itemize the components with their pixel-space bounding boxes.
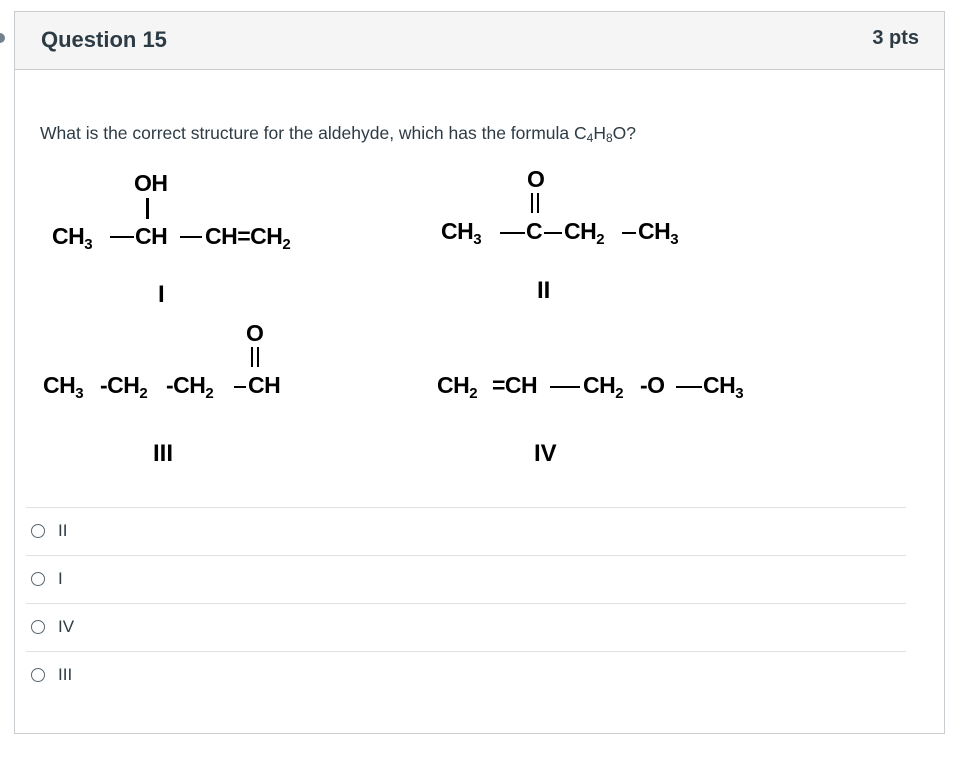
prompt-text: What is the correct structure for the aldehyde, which has the formula C	[40, 123, 587, 143]
structure-ii-ch2: $CH_2$	[564, 218, 605, 248]
structure-ii-bond-3	[622, 232, 636, 234]
answer-option[interactable]	[26, 603, 906, 651]
answer-label[interactable]: I	[58, 569, 63, 588]
structure-i-bond-1	[110, 236, 134, 238]
answer-option[interactable]	[26, 651, 906, 699]
question-title: Question 15	[41, 27, 167, 52]
answer-label[interactable]: IV	[58, 617, 75, 636]
structure-i-bond-2	[180, 236, 202, 238]
answer-label[interactable]: III	[58, 665, 73, 684]
prompt-sub-8: 8	[605, 131, 613, 145]
structure-ii-bond-2	[544, 232, 562, 234]
structure-iv-bond-2	[676, 386, 702, 388]
structure-ii-label: II	[537, 277, 551, 304]
structure-i-ch3: $CH_3$	[52, 223, 93, 253]
radio-button[interactable]	[31, 572, 45, 586]
structure-iii-ch2a: $-CH_2$	[100, 372, 148, 402]
structure-ii-bond-1	[500, 232, 525, 234]
structure-ii-ch3: $CH_3$	[441, 218, 482, 248]
structure-ii-o: O	[527, 166, 545, 192]
structure-iv-o: -O	[640, 372, 665, 398]
structure-ii-double-bond-b	[537, 193, 539, 213]
structure-iii-bond	[234, 386, 246, 388]
question-marker	[0, 33, 5, 43]
question-prompt	[40, 123, 636, 145]
structure-iv-ch2b: $CH_2$	[583, 372, 624, 402]
structure-i-ch: CH	[135, 223, 168, 249]
structure-iv-ch2: $CH_2$	[437, 372, 478, 402]
structure-ii-ch3b: $CH_3$	[638, 218, 679, 248]
question-points: 3 pts	[872, 27, 919, 49]
structure-iv-bond-1	[550, 386, 580, 388]
structure-i-chch2: $CH=CH_2$	[205, 223, 291, 253]
radio-button[interactable]	[31, 524, 45, 538]
structure-iii-ch: CH	[248, 372, 281, 398]
structure-ii-c: C	[526, 218, 543, 244]
prompt-h: H	[593, 123, 606, 143]
structure-iii-double-bond-a	[251, 347, 253, 367]
structure-iii-o: O	[246, 320, 264, 346]
radio-button[interactable]	[31, 620, 45, 634]
structure-i-oh: OH	[134, 170, 168, 196]
structure-ii-double-bond-a	[531, 193, 533, 213]
structure-i-label: I	[158, 281, 165, 308]
radio-button[interactable]	[31, 668, 45, 682]
answer-option[interactable]	[26, 555, 906, 603]
structure-iii-ch2b: $-CH_2$	[166, 372, 214, 402]
structure-iii-label: III	[153, 440, 174, 467]
structure-iv-label: IV	[534, 440, 557, 467]
structure-i-bond-vertical	[146, 198, 149, 219]
structure-iv-ch3: $CH_3$	[703, 372, 744, 402]
structure-iii-double-bond-b	[257, 347, 259, 367]
answer-list	[26, 507, 906, 699]
prompt-end: O?	[612, 123, 637, 143]
structure-iii-ch3: $CH_3$	[43, 372, 84, 402]
prompt-sub-4: 4	[586, 131, 594, 145]
answer-label[interactable]: II	[58, 521, 68, 540]
answer-option[interactable]	[26, 507, 906, 555]
structure-iv-ch: =CH	[492, 372, 538, 398]
question-header	[15, 12, 944, 70]
